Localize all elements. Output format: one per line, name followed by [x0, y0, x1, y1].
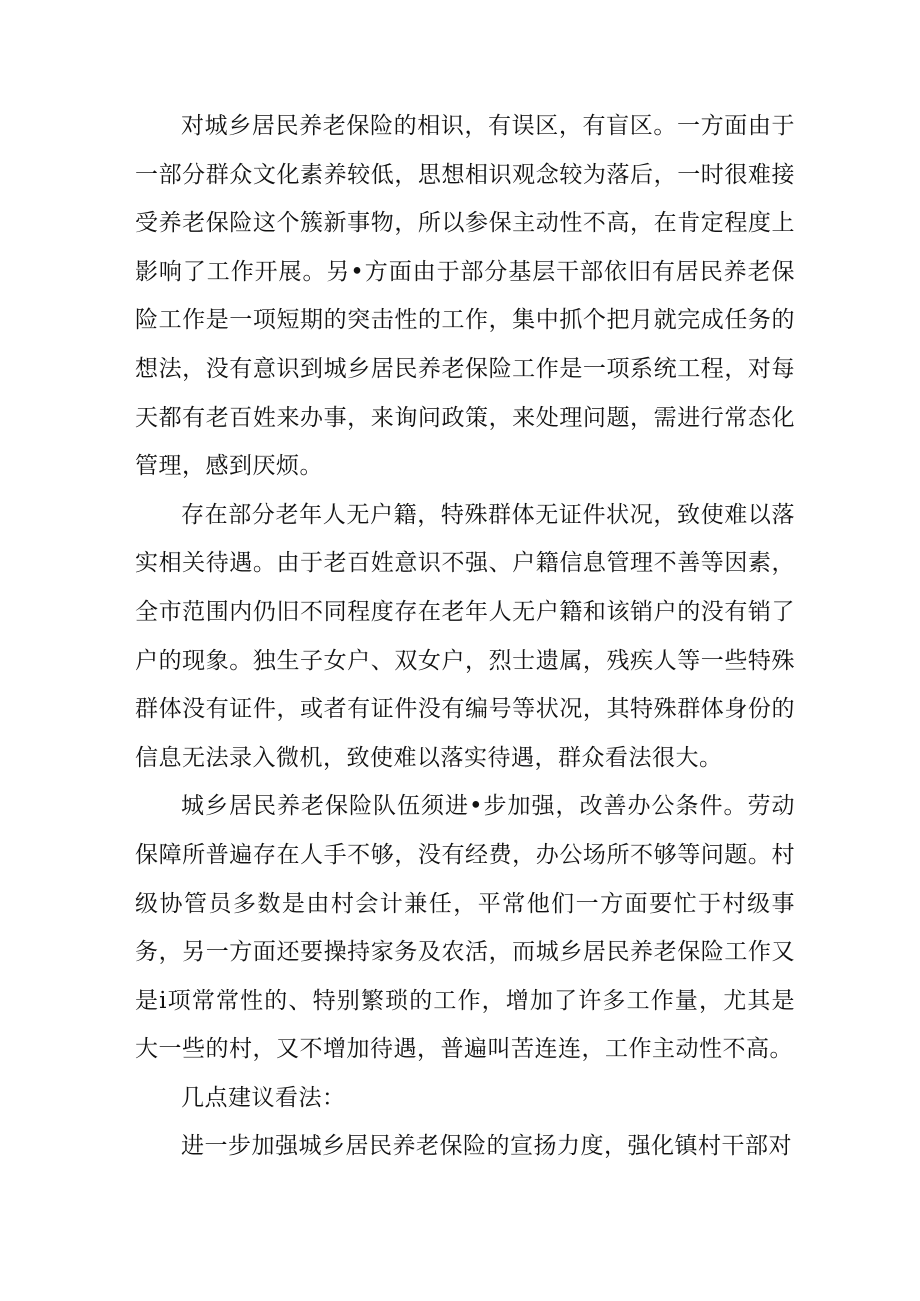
paragraph-suggestions-heading: 几点建议看法：: [181, 1084, 346, 1111]
paragraph-household-registration: 存在部分老年人无户籍，特殊群体无证件状况，致使难以落实相关待遇。由于老百姓意识不强、户籍信息管理不善等因素，全市范围内仍旧不同程度存在老年人无户籍和该销户的没有销了户的现象。独生子女户、双女户，烈士遗属，残疾人等一些特殊群体没有证件，或者有证件没有编号等状况，其特殊群体身份的信息无法录入微机，致使难以落实待遇，群众看法很大。: [135, 501, 795, 771]
document-page: [135, 102, 795, 1171]
paragraph-staffing: 城乡居民养老保险队伍须进•步加强，改善办公条件。劳动保障所普遍存在人手不够，没有经费，办公场所不够等问题。村级协管员多数是由村会计兼任，平常他们一方面要忙于村级事务，另一方面还要操持家务及农活，而城乡居民养老保险工作又是i项常常性的、特别繁琐的工作，增加了许多工作量，尤其是大一些的村，又不增加待遇，普遍叫苦连连，工作主动性不高。: [135, 793, 795, 1063]
paragraph-misconceptions: 对城乡居民养老保险的相识，有误区，有盲区。一方面由于一部分群众文化素养较低，思想相识观念较为落后，一时很难接受养老保险这个簇新事物，所以参保主动性不高，在肯定程度上影响了工作开展。另•方面由于部分基层干部依旧有居民养老保险工作是一项短期的突击性的工作，集中抓个把月就完成任务的想法，没有意识到城乡居民养老保险工作是一项系统工程，对每天都有老百姓来办事，来询问政策，来处理问题，需进行常态化管理，感到厌烦。: [135, 113, 795, 480]
paragraph-first-suggestion: 进一步加强城乡居民养老保险的宣扬力度，强化镇村干部对: [181, 1133, 792, 1160]
